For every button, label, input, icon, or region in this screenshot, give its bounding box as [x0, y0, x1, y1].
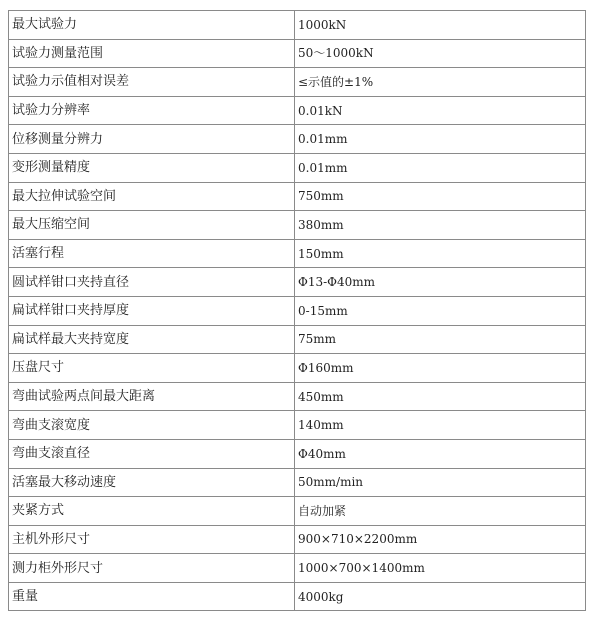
spec-label: 试验力测量范围: [9, 39, 295, 68]
table-row: [9, 497, 586, 526]
table-row: [9, 354, 586, 383]
spec-value: 140mm: [295, 411, 586, 440]
spec-label: 弯曲支滚直径: [9, 439, 295, 468]
spec-value: 50～1000kN: [295, 39, 586, 68]
spec-label: 弯曲试验两点间最大距离: [9, 382, 295, 411]
spec-value: 450mm: [295, 382, 586, 411]
table-row: [9, 325, 586, 354]
spec-label: 弯曲支滚宽度: [9, 411, 295, 440]
spec-label: 压盘尺寸: [9, 354, 295, 383]
table-row: [9, 153, 586, 182]
specification-table-body: [9, 11, 586, 611]
spec-value: 75mm: [295, 325, 586, 354]
table-row: [9, 468, 586, 497]
table-row: [9, 382, 586, 411]
table-row: [9, 582, 586, 611]
table-row: [9, 296, 586, 325]
spec-label: 试验力示值相对误差: [9, 68, 295, 97]
spec-value: 0-15mm: [295, 296, 586, 325]
spec-value: 4000kg: [295, 582, 586, 611]
spec-value: 0.01mm: [295, 153, 586, 182]
spec-label: 位移测量分辨力: [9, 125, 295, 154]
table-row: [9, 411, 586, 440]
spec-label: 最大拉伸试验空间: [9, 182, 295, 211]
spec-label: 扁试样最大夹持宽度: [9, 325, 295, 354]
spec-value: 0.01mm: [295, 125, 586, 154]
spec-value: 150mm: [295, 239, 586, 268]
spec-value: 自动加紧: [295, 497, 586, 526]
table-row: [9, 239, 586, 268]
table-row: [9, 96, 586, 125]
spec-label: 重量: [9, 582, 295, 611]
spec-value: Φ13-Φ40mm: [295, 268, 586, 297]
table-row: [9, 268, 586, 297]
spec-label: 试验力分辨率: [9, 96, 295, 125]
spec-value: 50mm/min: [295, 468, 586, 497]
spec-label: 最大试验力: [9, 11, 295, 40]
spec-label: 主机外形尺寸: [9, 525, 295, 554]
spec-label: 测力柜外形尺寸: [9, 554, 295, 583]
specification-table: [8, 10, 586, 611]
spec-value: Φ160mm: [295, 354, 586, 383]
table-row: [9, 211, 586, 240]
table-row: [9, 554, 586, 583]
table-row: [9, 525, 586, 554]
table-row: [9, 11, 586, 40]
spec-value: ≤示值的±1%: [295, 68, 586, 97]
spec-label: 圆试样钳口夹持直径: [9, 268, 295, 297]
spec-label: 活塞行程: [9, 239, 295, 268]
spec-value: 1000kN: [295, 11, 586, 40]
table-row: [9, 125, 586, 154]
spec-value: 0.01kN: [295, 96, 586, 125]
spec-label: 最大压缩空间: [9, 211, 295, 240]
spec-value: 380mm: [295, 211, 586, 240]
spec-label: 扁试样钳口夹持厚度: [9, 296, 295, 325]
spec-value: 900×710×2200mm: [295, 525, 586, 554]
spec-value: 1000×700×1400mm: [295, 554, 586, 583]
table-row: [9, 39, 586, 68]
spec-label: 夹紧方式: [9, 497, 295, 526]
table-row: [9, 439, 586, 468]
spec-value: Φ40mm: [295, 439, 586, 468]
spec-label: 活塞最大移动速度: [9, 468, 295, 497]
table-row: [9, 68, 586, 97]
spec-label: 变形测量精度: [9, 153, 295, 182]
table-row: [9, 182, 586, 211]
spec-value: 750mm: [295, 182, 586, 211]
